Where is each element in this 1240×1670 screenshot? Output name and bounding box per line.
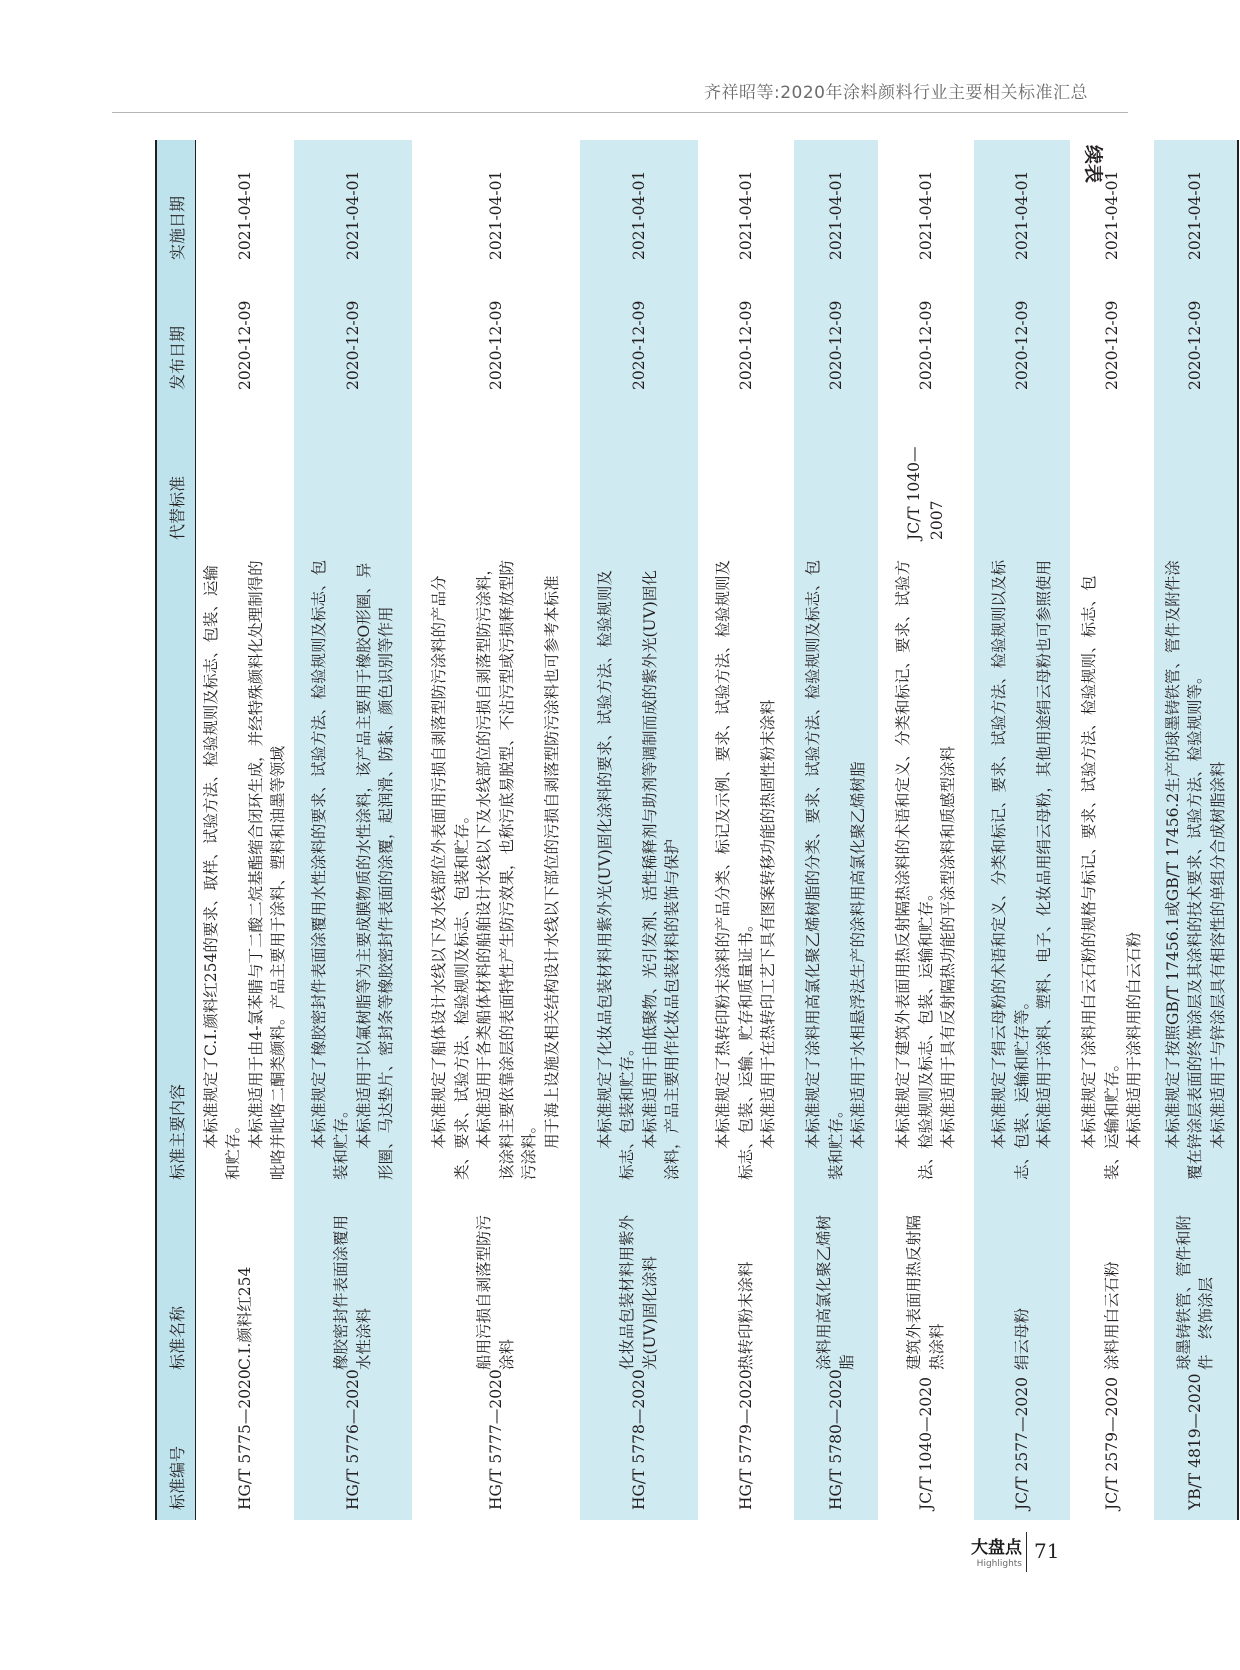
implement-date-cell: 2021-04-01 (794, 140, 878, 270)
brand-english: Highlights (976, 1559, 1022, 1569)
content-paragraph: 本标准适用于由低聚物、光引发剂、活性稀释剂与助剂等调制而成的紫外光(UV)固化涂料，产品主要用作化妆品包装材料的装饰与保护 (640, 570, 682, 1180)
table-body (196, 140, 1238, 1520)
implement-date-cell: 2021-04-01 (916, 170, 935, 260)
implement-date-cell: 2021-04-01 (1102, 170, 1121, 260)
continued-label: 续表 (1082, 145, 1104, 184)
replaced-standard-cell (412, 400, 580, 550)
publish-date-cell: 2020-12-09 (974, 270, 1070, 400)
standard-name-cell: 涂料用高氯化聚乙烯树脂 (794, 1190, 878, 1380)
table-row (294, 140, 412, 1520)
table-row (878, 140, 974, 1520)
replaced-standard-cell (1154, 400, 1238, 550)
publish-date-cell: 2020-12-09 (736, 300, 755, 390)
table-row (974, 140, 1070, 1520)
table-row (794, 140, 878, 1520)
replaced-standard-cell (974, 400, 1070, 550)
content-paragraph: 本标准规定了涂料用白云石粉的规格与标记、要求、试验方法、检验规则、标志、包装、运输和贮存。 (1080, 575, 1121, 1180)
implement-date-cell: 2021-04-01 (235, 170, 254, 260)
column-header-content: 标准主要内容 (156, 550, 196, 1190)
column-header-replaces: 代替标准 (156, 400, 196, 550)
publish-date-cell: 2020-12-09 (580, 270, 698, 400)
standard-name-cell: 船用污损自剥落型防污涂料 (475, 1214, 516, 1370)
implement-date-cell: 2021-04-01 (736, 170, 755, 260)
content-paragraph: 本标准适用于各类船体材料的船舶设计水线以下及水线部位的污损自剥落型防污涂料，该涂料主要依靠涂层的表面特性产生防污效果，也称污底易脱型、不沾污型或污损释放型防污涂料。 (475, 559, 539, 1180)
replaced-standard-cell: JC/T 1040—2007 (905, 446, 946, 540)
table-row (412, 140, 580, 1520)
publish-date-cell: 2020-12-09 (486, 300, 505, 390)
standards-table-container (155, 140, 1227, 1520)
publish-date-cell: 2020-12-09 (1154, 270, 1238, 400)
standard-content-cell (1154, 550, 1238, 1190)
content-paragraph: 本标准规定了船体设计水线以下及水线部位外表面用污损自剥落型防污涂料的产品分类、要求、试验方法、检验规则及标志、包装和贮存。 (430, 575, 471, 1180)
content-paragraph: 本标准适用于由4-氯苯腈与丁二酸二烷基酯缩合闭环生成，并经特殊颜料化处理制得的吡咯并吡咯二酮类颜料。产品主要用于涂料、塑料和油墨等领域 (246, 560, 288, 1180)
standards-table (155, 140, 1239, 1520)
standard-code-cell: HG/T 5779—2020 (736, 1369, 755, 1510)
standard-name-cell: C.I.颜料红254 (235, 1266, 254, 1370)
publish-date-cell: 2020-12-09 (916, 300, 935, 390)
implement-date-cell: 2021-04-01 (1154, 140, 1238, 270)
replaced-standard-cell (196, 400, 294, 550)
standard-content-cell (878, 550, 974, 1190)
publish-date-cell: 2020-12-09 (294, 270, 412, 400)
content-paragraph: 本标准规定了C.I.颜料红254的要求、取样、试验方法、检验规则及标志、包装、运输和贮存。 (202, 565, 243, 1180)
standard-content-cell (196, 550, 294, 1190)
content-paragraph: 本标准适用于水相悬浮法生产的涂料用高氯化聚乙烯树脂 (849, 761, 868, 1149)
content-paragraph: 本标准适用于涂料、塑料、电子、化妆品用绢云母粉，其他用途绢云母粉也可参照使用 (1035, 559, 1054, 1149)
standard-name-cell: 橡胶密封件表面涂覆用水性涂料 (294, 1190, 412, 1380)
content-paragraph: 本标准适用于在热转印工艺下具有图案转移功能的热固性粉末涂料 (759, 699, 778, 1149)
content-paragraph: 本标准规定了化妆品包装材料用紫外光(UV)固化涂料的要求、试验方法、检验规则及标志、包装和贮存。 (595, 570, 637, 1180)
replaced-standard-cell (698, 400, 794, 550)
standard-code-cell: JC/T 1040—2020 (916, 1377, 935, 1510)
standard-content-cell (294, 550, 412, 1190)
standard-code-cell: HG/T 5778—2020 (580, 1380, 698, 1520)
column-header-publish: 发布日期 (156, 270, 196, 400)
content-paragraph: 本标准适用于具有反射隔热功能的平涂型涂料和质感型涂料 (939, 745, 958, 1149)
footer-divider (1026, 1532, 1027, 1572)
page-number: 71 (1034, 1539, 1060, 1563)
standard-name-cell: 绢云母粉 (974, 1190, 1070, 1380)
content-paragraph: 本标准适用于与锌涂层具有相容性的单组分合成树脂涂料 (1208, 761, 1227, 1149)
publish-date-cell: 2020-12-09 (1102, 300, 1121, 390)
standard-content-cell (974, 550, 1070, 1190)
standard-name-cell: 热转印粉末涂料 (736, 1261, 755, 1370)
standard-name-cell: 化妆品包装材料用紫外光(UV)固化涂料 (580, 1190, 698, 1380)
content-paragraph: 本标准规定了绢云母粉的术语和定义、分类和标记、要求、试验方法、检验规则以及标志、包装、运输和贮存等。 (990, 559, 1031, 1180)
table-row (580, 140, 698, 1520)
standard-code-cell: YB/T 4819—2020 (1154, 1380, 1238, 1520)
content-paragraph: 本标准规定了橡胶密封件表面涂覆用水性涂料的要求、试验方法、检验规则及标志、包装和贮存。 (309, 559, 351, 1180)
content-paragraph: 本标准适用于涂料用的白云石粉 (1125, 931, 1144, 1149)
column-header-implement: 实施日期 (156, 140, 196, 270)
footer-brand (928, 1533, 1022, 1569)
implement-date-cell: 2021-04-01 (294, 140, 412, 270)
column-header-name: 标准名称 (156, 1190, 196, 1380)
replaced-standard-cell (794, 400, 878, 550)
standard-name-cell: 涂料用白云石粉 (1102, 1261, 1121, 1370)
standard-content-cell (580, 550, 698, 1190)
standard-code-cell: HG/T 5780—2020 (794, 1380, 878, 1520)
brand-chinese: 大盘点 (971, 1538, 1022, 1558)
implement-date-cell: 2021-04-01 (974, 140, 1070, 270)
standard-content-cell (698, 550, 794, 1190)
table-row (196, 140, 294, 1520)
content-paragraph: 本标准规定了涂料用高氯化聚乙烯树脂的分类、要求、试验方法、检验规则及标志、包装和贮存。 (804, 559, 845, 1180)
standard-code-cell: JC/T 2579—2020 (1102, 1377, 1121, 1510)
column-header-code: 标准编号 (156, 1380, 196, 1520)
standard-code-cell: HG/T 5777—2020 (486, 1369, 505, 1510)
table-row (1154, 140, 1238, 1520)
replaced-standard-cell (294, 400, 412, 550)
content-paragraph: 用于海上设施及相关结构设计水线以下部位的污损自剥落型防污涂料也可参考本标准 (542, 575, 561, 1149)
standard-code-cell: HG/T 5775—2020 (235, 1369, 254, 1510)
standard-content-cell (794, 550, 878, 1190)
content-paragraph: 本标准规定了热转印粉末涂料的产品分类、标记及示例、要求、试验方法、检验规则及标志、包装、运输、贮存和质量证书。 (714, 559, 755, 1180)
content-paragraph: 本标准规定了建筑外表面用热反射隔热涂料的术语和定义、分类和标记、要求、试验方法、检验规则及标志、包装、运输和贮存。 (894, 559, 935, 1180)
standard-content-cell (412, 550, 580, 1190)
table-row (1070, 140, 1154, 1520)
publish-date-cell: 2020-12-09 (235, 300, 254, 390)
standard-content-cell (1070, 550, 1154, 1190)
standard-code-cell: HG/T 5776—2020 (294, 1380, 412, 1520)
content-paragraph: 本标准规定了按照GB/T 17456.1或GB/T 17456.2生产的球墨铸铁管、管件及附件涂覆在锌涂层表面的终饰涂层及其涂料的技术要求、试验方法、检验规则等。 (1163, 560, 1205, 1180)
header-divider (112, 112, 1128, 113)
table-header-row (156, 140, 196, 1520)
running-header: 齐祥昭等:2020年涂料颜料行业主要相关标准汇总 (704, 83, 1088, 103)
table-row (698, 140, 794, 1520)
implement-date-cell: 2021-04-01 (486, 170, 505, 260)
standard-name-cell: 球墨铸铁管、管件和附件 终饰涂层 (1154, 1190, 1238, 1380)
standard-name-cell: 建筑外表面用热反射隔热涂料 (905, 1214, 946, 1370)
content-paragraph: 本标准适用于以氟树脂等为主要成膜物质的水性涂料，该产品主要用于橡胶O形圈、异形圈、马达垫片、密封条等橡胶密封件表面的涂覆，起润滑、防黏、颜色识别等作用 (354, 562, 396, 1180)
standard-code-cell: JC/T 2577—2020 (974, 1380, 1070, 1520)
replaced-standard-cell (1070, 400, 1154, 550)
publish-date-cell: 2020-12-09 (794, 270, 878, 400)
implement-date-cell: 2021-04-01 (580, 140, 698, 270)
replaced-standard-cell (580, 400, 698, 550)
